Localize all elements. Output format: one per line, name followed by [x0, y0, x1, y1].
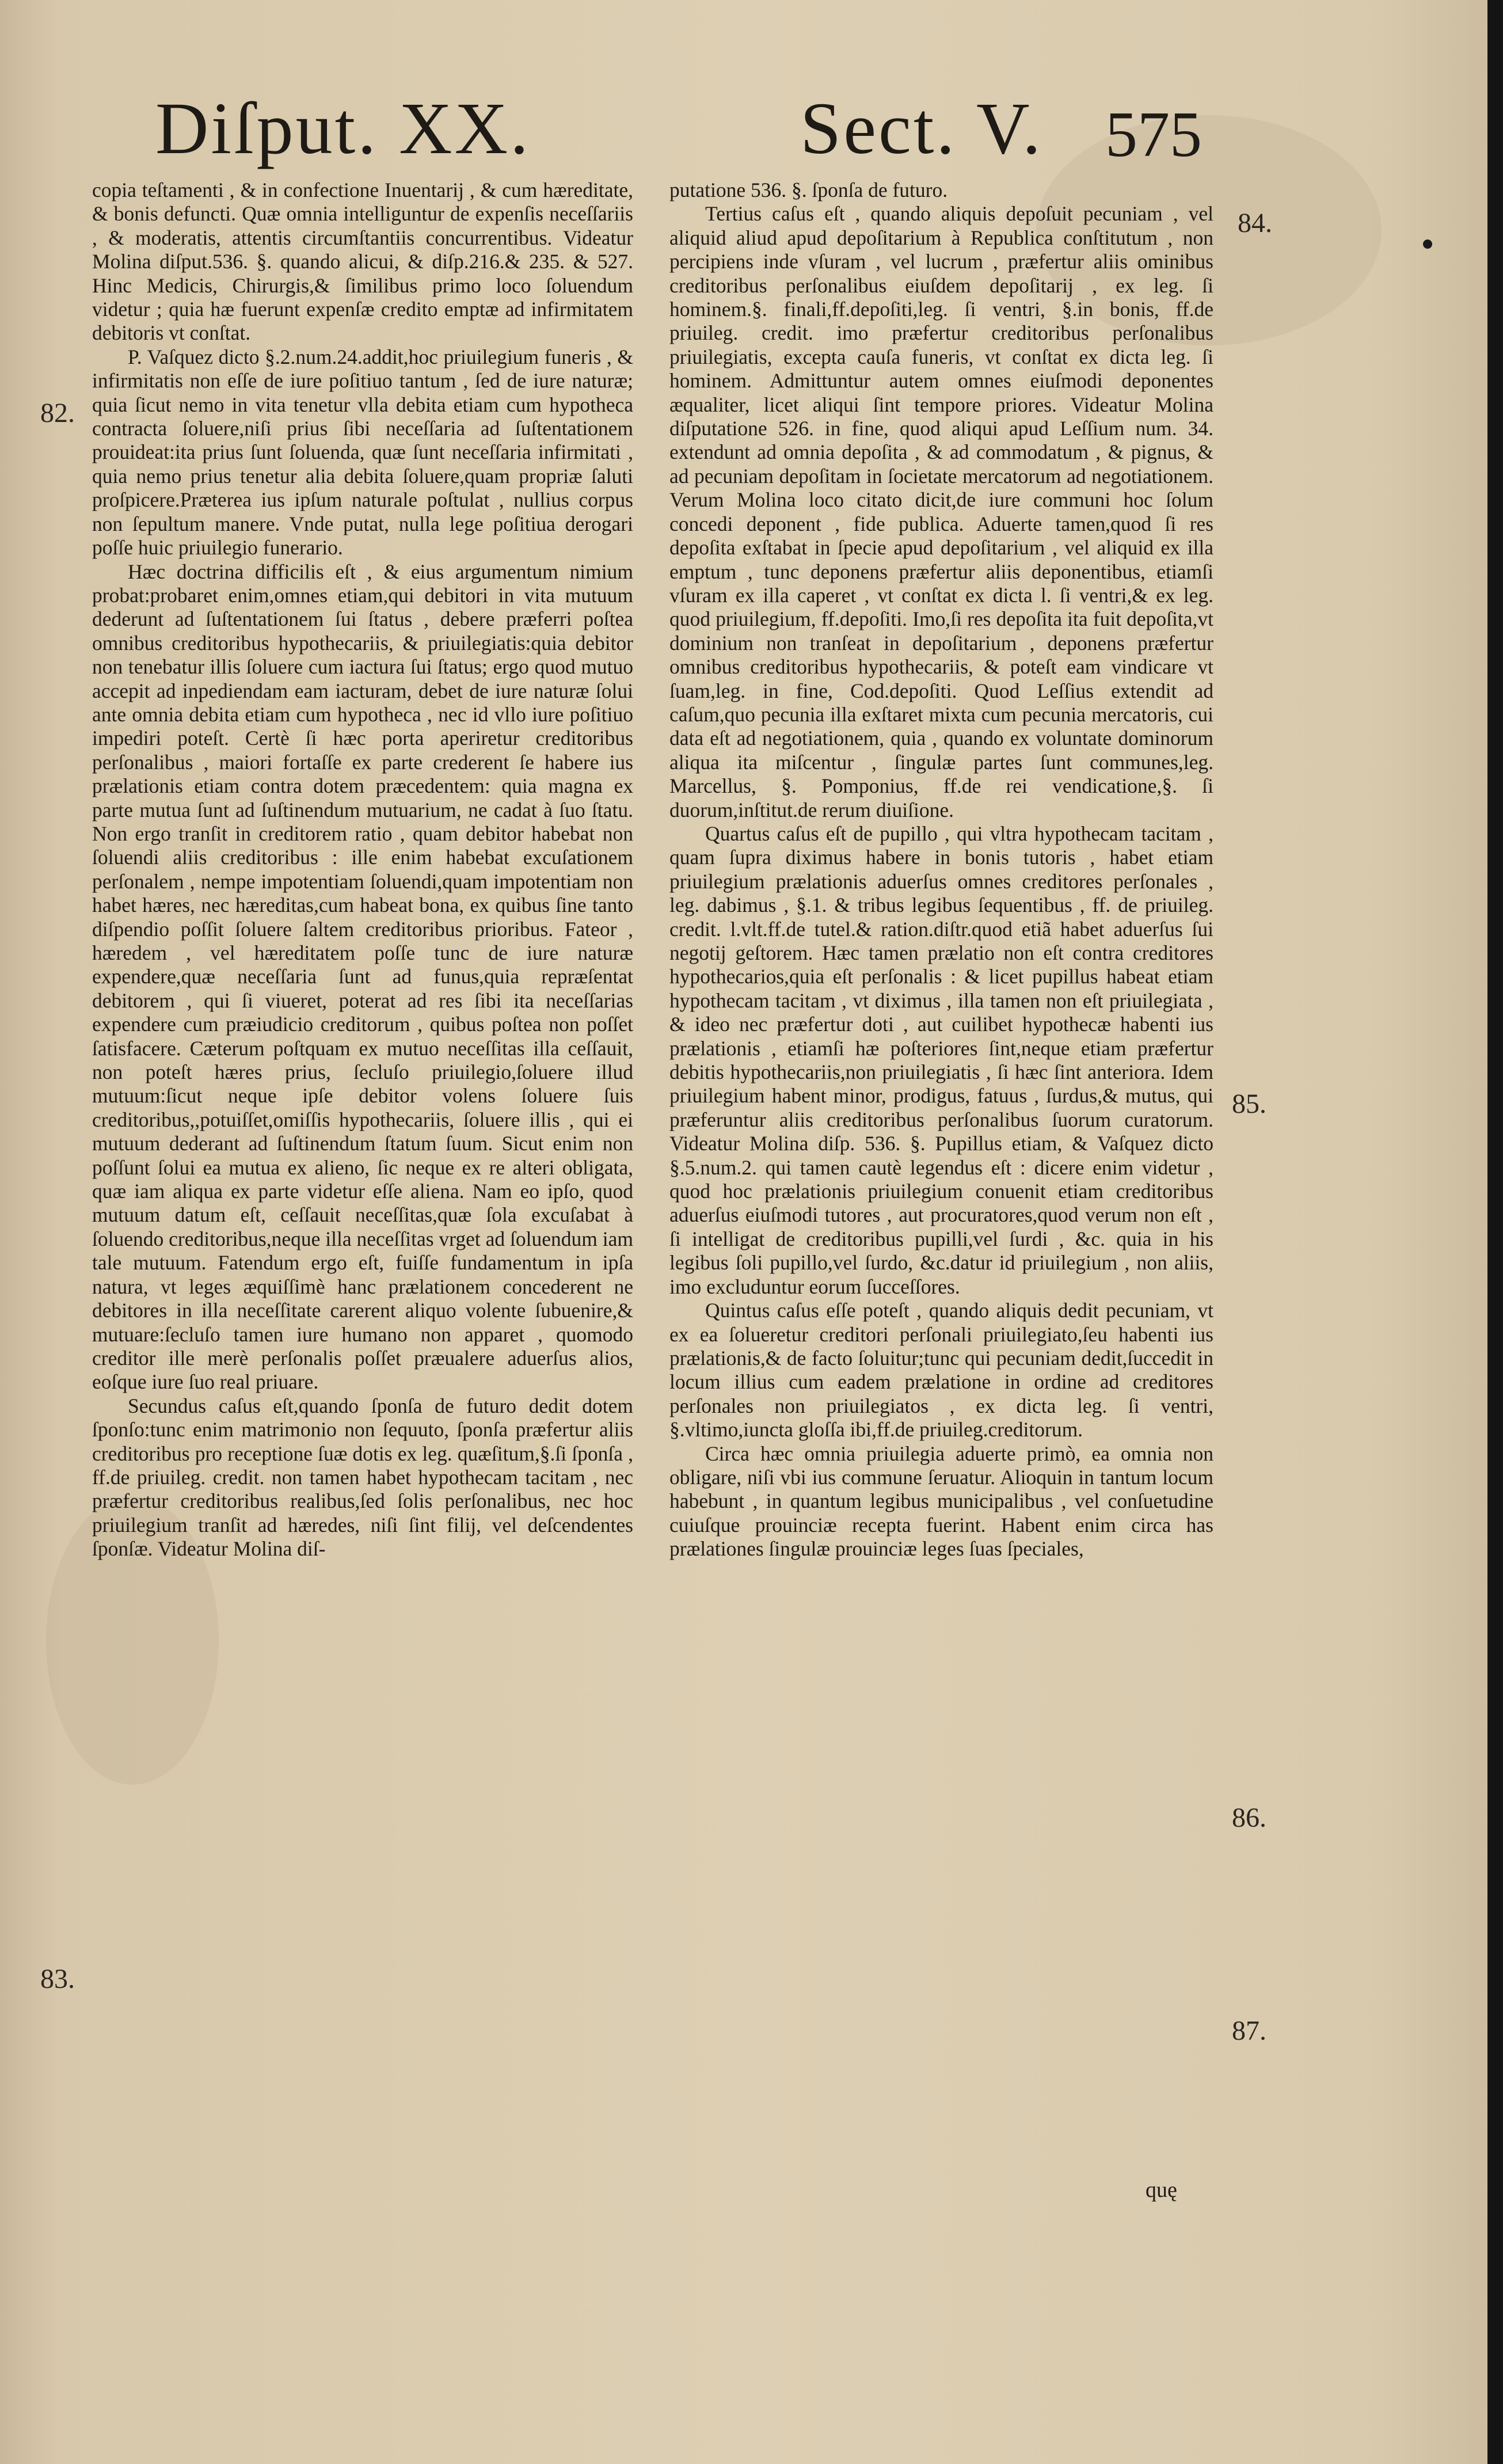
catchword: quę	[1146, 2178, 1177, 2202]
paragraph: Tertius caſus eſt , quando aliquis depoſuit pecuniam , vel aliquid aliud apud depoſitarium à Republica conſtitutum , non percipiens inde vſuram , vel lucrum , præfertur aliis ominibus creditoribus perſonalibus eiuſdem depoſitarij , ex leg. ſi hominem.§. finali,ff.depoſiti,leg. ſi ventri, §.in bonis, ff.de priuileg. credit. imo præfertur creditoribus perſonalibus priuilegiatis, excepta cauſa funeris, vt conſtat ex dicta leg. ſi hominem. Admittuntur autem omnes eiuſmodi deponentes æqualiter, licet aliqui ſint tempore priores. Videatur Molina diſputatione 526. in fine, quod aliqui apud Leſſium num. 34. extendunt ad omnia depoſita , & ad commodatum , & pignus, & ad pecuniam depoſitam in ſocietate mercatorum ad negotiationem. Verum Molina loco citato dicit,de iure communi hoc ſolum concedi deponent , fide publica. Aduerte tamen,quod ſi res depoſita exſtabat in ſpecie apud depoſitarium , vel aliquid ex illa emptum , tunc deponens præfertur aliis deponentibus, etiamſi vſuram ex illa caperet , vt conſtat ex dicta l. ſi ventri,& ex leg. quod priuilegium, ff.depoſiti. Imo,ſi res depoſita ita fuit depoſita,vt dominium non tranſeat in depoſitarium , deponens præfertur omnibus creditoribus hypothecariis, & poteſt eam vindicare vt ſuam,leg. in fine, Cod.depoſiti. Quod Leſſius extendit ad caſum,quo pecunia illa exſtaret mixta cum pecunia mercatoris, cui data eſt ad negotiationem, quia , quando ex voluntate dominorum aliqua ita miſcentur , ſingulæ partes ſunt communes,leg. Marcellus, §. Pomponius, ff.de rei vendicatione,§. ſi duorum,inſtitut.de rerum diuiſione.	[669, 202, 1213, 822]
page-number: 575	[1105, 99, 1202, 170]
left-text-column	[92, 178, 633, 1561]
paragraph: putatione 536. §. ſponſa de futuro.	[669, 178, 948, 201]
paragraph: copia teſtamenti , & in confectione Inuentarij , & cum hæreditate, & bonis defuncti. Quæ omnia intelliguntur de expenſis neceſſariis , & moderatis, attentis circumſtantiis concurrentibus. Videatur Molina diſput.536. §. quando alicui, & diſp.216.& 235. & 527. Hinc Medicis, Chirurgis,& ſimilibus primo loco ſoluendum videtur ; quia hæ fuerunt expenſæ credito emptæ ad infirmitatem debitoris vt conſtat.	[92, 178, 633, 345]
margin-number-87: 87.	[1232, 2016, 1266, 2046]
margin-number-85: 85.	[1232, 1089, 1266, 1119]
paragraph: Circa hæc omnia priuilegia aduerte primò, ea omnia non obligare, niſi vbi ius commune ſeruatur. Alioquin in tantum locum habebunt , in quantum legibus municipalibus , vel conſuetudine cuiuſque prouinciæ recepta fuerint. Habent enim circa has prælationes ſingulæ prouinciæ leges ſuas ſpeciales,	[669, 1442, 1213, 1561]
margin-number-84: 84.	[1238, 208, 1272, 238]
margin-number-86: 86.	[1232, 1803, 1266, 1833]
paragraph: Quintus caſus eſſe poteſt , quando aliquis dedit pecuniam, vt ex ea ſolueretur creditori perſonali priuilegiato,ſeu habenti ius prælationis,& de facto ſoluitur;tunc qui pecuniam dedit,ſuccedit in locum illius cum eadem prælatione in ordine ad creditores perſonales non priuilegiatos , ex dicta leg. ſi ventri, §.vltimo,iuncta gloſſa ibi,ff.de priuileg.creditorum.	[669, 1299, 1213, 1442]
scan-border	[1487, 0, 1503, 2464]
paragraph: Hæc doctrina difficilis eſt , & eius argumentum nimium probat:probaret enim,omnes etiam,qui debitori in vita mutuum dederunt ad ſuſtentationem ſui ſtatus , debere præferri poſtea omnibus creditoribus hypothecariis, & priuilegiatis:quia debitor non tenebatur illis ſoluere cum iactura ſui ſtatus; ergo quod mutuo accepit ad inpediendam eam iacturam, debet de iure naturæ ſolui ante omnia debita etiam cum hypotheca , nec id vllo iure poſitiuo impediri poteſt. Certè ſi hæc porta aperiretur creditoribus perſonalibus , maiori fortaſſe ex parte crederent ſe habere ius prælationis etiam contra dotem præcedentem: quia magna ex parte mutua ſunt ad ſuſtinendum mutuarium, ne cadat à ſuo ſtatu. Non ergo tranſit in creditorem ratio , quam debitor habebat non ſoluendi aliis creditoribus : ille enim habebat excuſationem perſonalem , nempe impotentiam ſoluendi,quam impotentiam non habet hæres, nec hæreditas,cum habeat bona, ex quibus ſine tanto diſpendio poſſit ſoluere ſaltem creditoribus prioribus. Fateor , hæredem , vel hæreditatem poſſe tunc de iure naturæ expendere,quæ neceſſaria ſunt ad funus,quia repræſentat debitorem , qui ſi viueret, poterat ad res ſibi ita neceſſarias expendere cum præiudicio creditorum , quibus poſtea non poſſet ſatisfacere. Cæterum poſtquam ex mutuo neceſſitas illa ceſſauit, non poteſt hæres prius, ſecluſo priuilegio,ſoluere illud mutuum:ſicut neque ipſe debitor volens ſoluere ſuis creditoribus,,potuiſſet,omiſſis hypothecariis, ſoluere illis , qui ei mutuum dederant ad ſuſtinendum ſtatum ſuum. Sicut enim non poſſunt ſolui ea mutua ex alieno, ſic neque ex re alteri obligata, quæ iam aliqua ex parte videtur eſſe aliena. Nam eo ipſo, quod mutuum datum eſt, ceſſauit neceſſitas,quæ ſola excuſabat à ſoluendo creditoribus,neque illa neceſſitas vrget ad ſoluendum iam tale mutuum. Fatendum ergo eſt, fuiſſe fundamentum in ipſa natura, vt leges æquiſſimè hanc prælationem concederent ne debitores in illa neceſſitate carerent aliquo volente ſubuenire,& mutuare:ſecluſo tamen iure humano non apparet , quomodo creditor ille merè perſonalis poſſet præualere aduerſus alios, eoſque iure ſuo real priuare.	[92, 560, 633, 1394]
ink-speck	[1423, 239, 1432, 249]
header-section-title: Sect. V.	[800, 88, 1043, 169]
margin-number-83: 83.	[40, 1964, 75, 1994]
paragraph: Secundus caſus eſt,quando ſponſa de futuro dedit dotem ſponſo:tunc enim matrimonio non ſequuto, ſponſa præfertur aliis creditoribus pro receptione ſuæ dotis ex leg. quæſitum,§.ſi ſponſa , ff.de priuileg. credit. non tamen habet hypothecam tacitam , nec præfertur creditoribus realibus,ſed ſolis perſonalibus, nec hoc priuilegium tranſit ad hæredes, niſi ſint filij, vel deſcendentes ſponſæ. Videatur Molina diſ-	[92, 1394, 633, 1561]
paragraph: P. Vaſquez dicto §.2.num.24.addit,hoc priuilegium funeris , & infirmitatis non eſſe de iure poſitiuo tantum , ſed de iure naturæ; quia ſicut nemo in vita tenetur vlla debita etiam cum hypotheca contracta ſoluere,niſi prius ſibi neceſſaria ad ſuſtentationem prouideat:ita prius ſunt ſoluenda, quæ ſunt neceſſaria infirmitati , quia nemo prius tenetur alia debita ſoluere,quam propriæ ſaluti proſpicere.Præterea ius ipſum naturale poſtulat , nullius corpus non ſepultum manere. Vnde putat, nulla lege poſitiua derogari poſſe huic priuilegio funerario.	[92, 345, 633, 560]
header-disputation-title: Diſput. XX.	[155, 88, 531, 169]
paragraph: Quartus caſus eſt de pupillo , qui vltra hypothecam tacitam , quam ſupra diximus habere in bonis tutoris , habet etiam priuilegium prælationis aduerſus omnes creditores perſonales , leg. dabimus , §.1. & tribus legibus ſequentibus , ff. de priuileg. credit. l.vlt.ff.de tutel.& ration.diſtr.quod etiã habet aduerſus ſui negotij geſtorem. Hæc tamen prælatio non eſt contra creditores hypothecarios,quia eſt perſonalis : & licet pupillus habeat etiam hypothecam tacitam , vt diximus , illa tamen non eſt priuilegiata , & ideo nec præfertur doti , aut cuilibet hypothecæ habenti ius prælationis , etiamſi hæ poſteriores ſint,neque etiam præfertur debitis hypothecariis,non priuilegiatis , ſi hæc ſint anteriora. Idem priuilegium habent minor, prodigus, fatuus , ſurdus,& mutus, qui præferuntur aliis creditoribus perſonalibus ſuorum curatorum. Videatur Molina diſp. 536. §. Pupillus etiam, & Vaſquez dicto §.5.num.2. qui tamen cautè legendus eſt : dicere enim videtur , quod hoc prælationis priuilegium conuenit etiam creditoribus aduerſus eiuſmodi tutores , aut procuratores,quod verum non eſt , ſi intelligat de creditoribus pupilli,vel ſurdi , &c. quia in his legibus ſoli pupillo,vel ſurdo, &c.datur id priuilegium , non aliis, imo excluduntur eorum ſucceſſores.	[669, 822, 1213, 1298]
running-header	[0, 86, 1487, 173]
right-text-column	[669, 178, 1213, 1561]
margin-number-82: 82.	[40, 398, 75, 428]
